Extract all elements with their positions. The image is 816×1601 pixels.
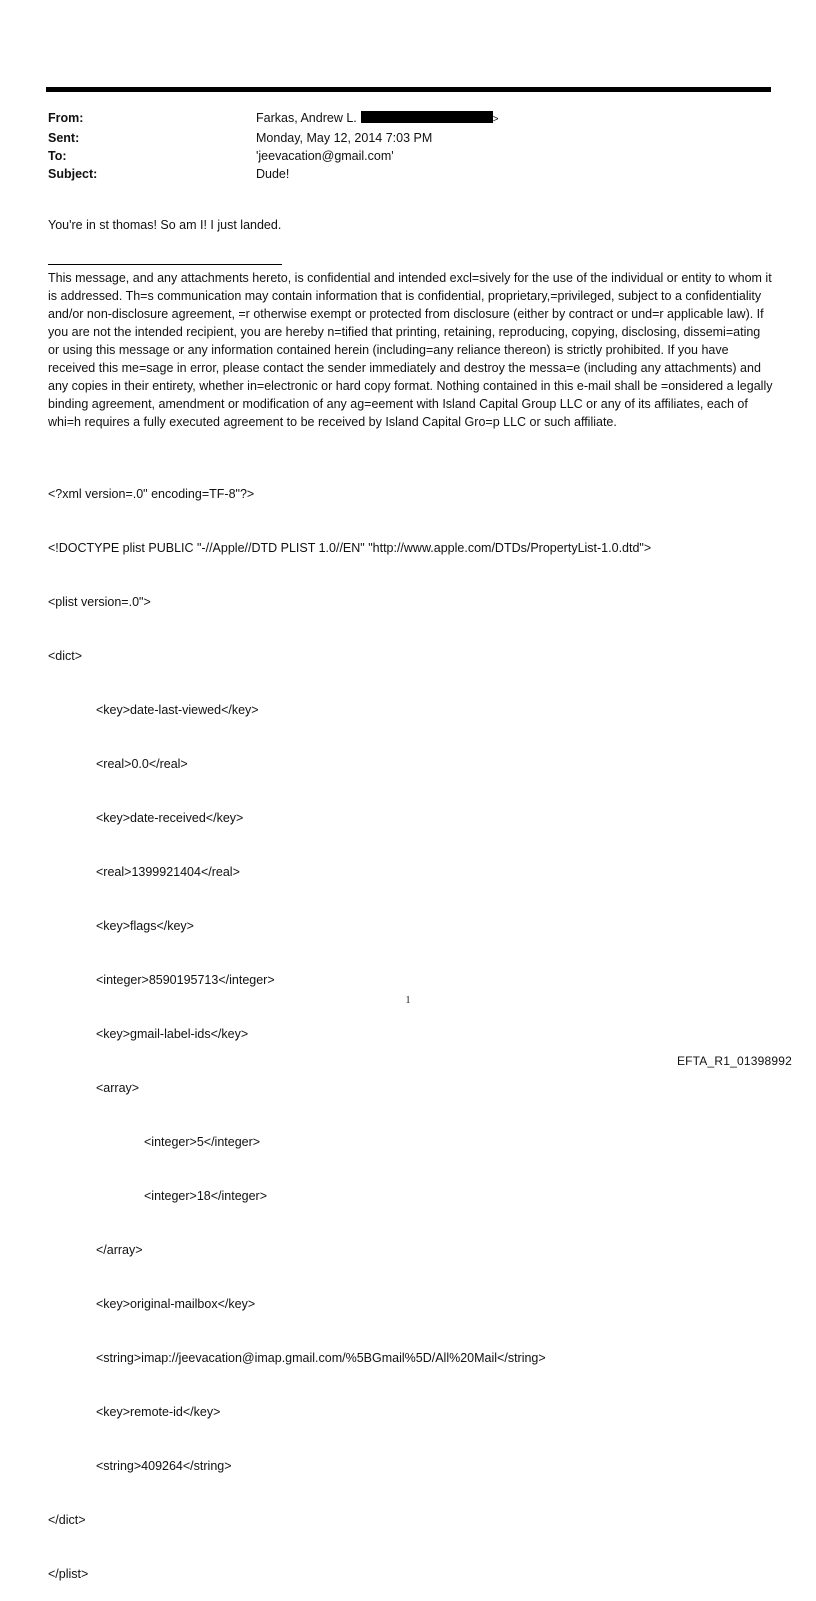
from-name: Farkas, Andrew L. (256, 111, 357, 125)
sent-value: Monday, May 12, 2014 7:03 PM (256, 131, 433, 145)
plist-open: <plist version=.0"> (48, 595, 151, 609)
to-row (48, 147, 768, 165)
plist-line: <key>original-mailbox</key> (96, 1297, 256, 1311)
plist-line: <array> (96, 1081, 140, 1095)
doctype-line: <!DOCTYPE plist PUBLIC "-//Apple//DTD PLIST 1.0//EN" "http://www.apple.com/DTDs/PropertyList-1.0.dtd"> (48, 541, 652, 555)
sent-label: Sent: (48, 131, 80, 145)
plist-line: <key>date-received</key> (96, 811, 244, 825)
document-id: EFTA_R1_01398992 (676, 1054, 792, 1068)
page-number: 1 (405, 995, 411, 1006)
plist-line: </array> (96, 1243, 143, 1257)
plist-line: <key>date-last-viewed</key> (96, 703, 259, 717)
dict-close: </dict> (48, 1513, 86, 1527)
plist-line: <string>imap://jeevacation@imap.gmail.com/%5BGmail%5D/All%20Mail</string> (96, 1351, 546, 1365)
disclaimer-separator (48, 264, 282, 265)
email-header (48, 109, 768, 183)
plist-line: <integer>8590195713</integer> (96, 973, 275, 987)
plist-block (48, 449, 773, 1601)
to-value: 'jeevacation@gmail.com' (256, 149, 394, 163)
plist-line: <real>1399921404</real> (96, 865, 240, 879)
plist-line: <integer>5</integer> (144, 1135, 261, 1149)
plist-line: <key>gmail-label-ids</key> (96, 1027, 249, 1041)
header-rule (46, 87, 771, 92)
message-body: You're in st thomas! So am I! I just landed. (48, 218, 282, 232)
subject-row (48, 165, 768, 183)
from-row (48, 109, 768, 129)
to-label: To: (48, 149, 67, 163)
redaction-box (361, 111, 493, 123)
from-suffix: > (492, 114, 499, 125)
plist-line: <key>flags</key> (96, 919, 194, 933)
from-label: From: (48, 111, 84, 125)
subject-value: Dude! (256, 167, 290, 181)
sent-row (48, 129, 768, 147)
plist-line: <integer>18</integer> (144, 1189, 268, 1203)
plist-line: <real>0.0</real> (96, 757, 188, 771)
plist-line: <key>remote-id</key> (96, 1405, 221, 1419)
from-value (256, 109, 768, 129)
xml-declaration: <?xml version=.0" encoding=TF-8"?> (48, 487, 255, 501)
plist-close: </plist> (48, 1567, 89, 1581)
confidentiality-disclaimer: This message, and any attachments hereto, is confidential and intended excl=sively for the use of the individual or entity to whom it is addressed. Th=s communication may contain information that is confidential, proprietary,=privileged, subject to a confidentiality and/or non-disclosure agreement, =r otherwise exempt or protected from disclosure (either by contract or und=r applicable law). If you are not the intended recipient, you are hereby n=tified that printing, retaining, reproducing, copying, disclosing, dissemi=ating or using this message or any information contained herein (including=any reliance thereon) is strictly prohibited. If you have received this me=sage in error, please contact the sender immediately and destroy the messa=e (including any attachments) and any copies in their entirety, whether in=electronic or hard copy format. Nothing contained in this e-mail shall be =onsidered a legally binding agreement, amendment or modification of any ag=eement with Island Capital Group LLC or any of its affiliates, each of whi=h requires a fully executed agreement to be received by Island Capital Gro=p LLC or such affiliate. (48, 271, 773, 429)
plist-line: <string>409264</string> (96, 1459, 232, 1473)
dict-open: <dict> (48, 649, 83, 663)
subject-label: Subject: (48, 167, 98, 181)
